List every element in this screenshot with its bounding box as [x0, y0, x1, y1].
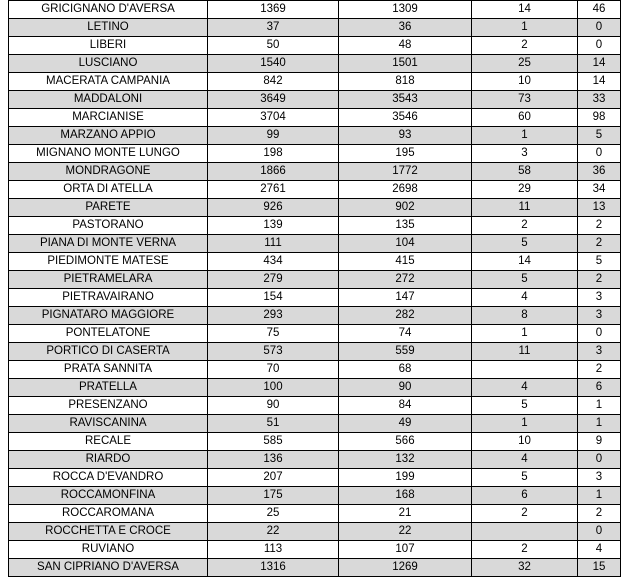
value-col-4-cell: 2 [578, 271, 621, 289]
value-col-3-cell: 2 [472, 541, 578, 559]
table-row [9, 253, 621, 271]
table-body [9, 1, 621, 577]
value-col-3-cell: 14 [472, 253, 578, 271]
table-row [9, 505, 621, 523]
value-col-4-cell: 2 [578, 217, 621, 235]
table-row [9, 379, 621, 397]
value-col-1-cell: 1316 [208, 559, 339, 577]
table-row [9, 523, 621, 541]
value-col-2-cell: 272 [339, 271, 472, 289]
table-row [9, 307, 621, 325]
value-col-4-cell: 0 [578, 451, 621, 469]
value-col-4-cell: 0 [578, 37, 621, 55]
value-col-4-cell: 36 [578, 163, 621, 181]
value-col-3-cell: 1 [472, 325, 578, 343]
value-col-2-cell: 566 [339, 433, 472, 451]
value-col-4-cell: 0 [578, 145, 621, 163]
value-col-3-cell: 73 [472, 91, 578, 109]
value-col-4-cell: 33 [578, 91, 621, 109]
value-col-2-cell: 147 [339, 289, 472, 307]
municipality-name-cell: ORTA DI ATELLA [9, 181, 208, 199]
table-row [9, 73, 621, 91]
municipality-name-cell: MONDRAGONE [9, 163, 208, 181]
value-col-4-cell: 1 [578, 397, 621, 415]
value-col-4-cell: 0 [578, 325, 621, 343]
value-col-4-cell: 0 [578, 523, 621, 541]
value-col-2-cell: 1269 [339, 559, 472, 577]
value-col-1-cell: 585 [208, 433, 339, 451]
value-col-4-cell: 15 [578, 559, 621, 577]
value-col-3-cell: 11 [472, 343, 578, 361]
municipality-name-cell: PIETRAMELARA [9, 271, 208, 289]
value-col-4-cell: 3 [578, 343, 621, 361]
municipality-name-cell: GRICIGNANO D'AVERSA [9, 1, 208, 19]
value-col-1-cell: 75 [208, 325, 339, 343]
value-col-3-cell: 11 [472, 199, 578, 217]
value-col-2-cell: 199 [339, 469, 472, 487]
value-col-4-cell: 3 [578, 469, 621, 487]
value-col-4-cell: 13 [578, 199, 621, 217]
value-col-3-cell: 2 [472, 217, 578, 235]
table-row [9, 235, 621, 253]
municipality-name-cell: MACERATA CAMPANIA [9, 73, 208, 91]
table-row [9, 361, 621, 379]
value-col-1-cell: 100 [208, 379, 339, 397]
value-col-1-cell: 1866 [208, 163, 339, 181]
value-col-2-cell: 84 [339, 397, 472, 415]
value-col-3-cell: 5 [472, 271, 578, 289]
table-row [9, 19, 621, 37]
municipality-name-cell: ROCCA D'EVANDRO [9, 469, 208, 487]
value-col-3-cell: 10 [472, 433, 578, 451]
municipality-name-cell: LETINO [9, 19, 208, 37]
municipality-name-cell: MIGNANO MONTE LUNGO [9, 145, 208, 163]
value-col-4-cell: 98 [578, 109, 621, 127]
value-col-4-cell: 1 [578, 415, 621, 433]
value-col-1-cell: 139 [208, 217, 339, 235]
value-col-2-cell: 168 [339, 487, 472, 505]
municipality-name-cell: PASTORANO [9, 217, 208, 235]
value-col-1-cell: 113 [208, 541, 339, 559]
value-col-1-cell: 22 [208, 523, 339, 541]
value-col-3-cell: 1 [472, 19, 578, 37]
value-col-4-cell: 2 [578, 235, 621, 253]
municipality-name-cell: MARZANO APPIO [9, 127, 208, 145]
value-col-3-cell: 60 [472, 109, 578, 127]
value-col-2-cell: 415 [339, 253, 472, 271]
value-col-2-cell: 1309 [339, 1, 472, 19]
table-row [9, 109, 621, 127]
value-col-3-cell: 2 [472, 37, 578, 55]
table-row [9, 145, 621, 163]
table-row [9, 181, 621, 199]
value-col-1-cell: 70 [208, 361, 339, 379]
value-col-3-cell: 1 [472, 415, 578, 433]
value-col-4-cell: 14 [578, 73, 621, 91]
table-row [9, 487, 621, 505]
municipality-name-cell: PONTELATONE [9, 325, 208, 343]
value-col-4-cell: 34 [578, 181, 621, 199]
table-row [9, 1, 621, 19]
value-col-4-cell: 0 [578, 19, 621, 37]
value-col-3-cell: 5 [472, 397, 578, 415]
value-col-1-cell: 154 [208, 289, 339, 307]
value-col-1-cell: 279 [208, 271, 339, 289]
value-col-3-cell: 10 [472, 73, 578, 91]
value-col-2-cell: 132 [339, 451, 472, 469]
value-col-2-cell: 559 [339, 343, 472, 361]
value-col-2-cell: 93 [339, 127, 472, 145]
value-col-2-cell: 107 [339, 541, 472, 559]
value-col-2-cell: 90 [339, 379, 472, 397]
value-col-3-cell: 4 [472, 451, 578, 469]
value-col-3-cell: 14 [472, 1, 578, 19]
municipality-table [8, 0, 621, 577]
value-col-3-cell: 3 [472, 145, 578, 163]
municipality-name-cell: ROCCAMONFINA [9, 487, 208, 505]
value-col-2-cell: 48 [339, 37, 472, 55]
value-col-1-cell: 1540 [208, 55, 339, 73]
value-col-2-cell: 104 [339, 235, 472, 253]
value-col-4-cell: 2 [578, 505, 621, 523]
value-col-1-cell: 434 [208, 253, 339, 271]
value-col-1-cell: 207 [208, 469, 339, 487]
value-col-1-cell: 99 [208, 127, 339, 145]
value-col-4-cell: 4 [578, 541, 621, 559]
value-col-4-cell: 9 [578, 433, 621, 451]
municipality-name-cell: PIETRAVAIRANO [9, 289, 208, 307]
municipality-name-cell: RUVIANO [9, 541, 208, 559]
table-row [9, 163, 621, 181]
table-row [9, 559, 621, 577]
value-col-2-cell: 2698 [339, 181, 472, 199]
value-col-4-cell: 6 [578, 379, 621, 397]
value-col-3-cell: 4 [472, 289, 578, 307]
municipality-name-cell: PARETE [9, 199, 208, 217]
value-col-2-cell: 3543 [339, 91, 472, 109]
value-col-2-cell: 135 [339, 217, 472, 235]
table-row [9, 37, 621, 55]
value-col-4-cell: 3 [578, 289, 621, 307]
value-col-3-cell: 1 [472, 127, 578, 145]
value-col-2-cell: 36 [339, 19, 472, 37]
table-row [9, 541, 621, 559]
table-row [9, 289, 621, 307]
value-col-1-cell: 198 [208, 145, 339, 163]
table-row [9, 271, 621, 289]
value-col-1-cell: 111 [208, 235, 339, 253]
value-col-3-cell: 25 [472, 55, 578, 73]
value-col-2-cell: 49 [339, 415, 472, 433]
municipality-name-cell: LUSCIANO [9, 55, 208, 73]
value-col-2-cell: 21 [339, 505, 472, 523]
value-col-2-cell: 195 [339, 145, 472, 163]
table-row [9, 91, 621, 109]
table-row [9, 415, 621, 433]
municipality-name-cell: SAN CIPRIANO D'AVERSA [9, 559, 208, 577]
value-col-4-cell: 46 [578, 1, 621, 19]
municipality-name-cell: RIARDO [9, 451, 208, 469]
value-col-1-cell: 90 [208, 397, 339, 415]
value-col-4-cell: 5 [578, 253, 621, 271]
municipality-name-cell: PRATA SANNITA [9, 361, 208, 379]
value-col-1-cell: 25 [208, 505, 339, 523]
value-col-2-cell: 282 [339, 307, 472, 325]
table-row [9, 433, 621, 451]
table-row [9, 217, 621, 235]
value-col-3-cell: 5 [472, 469, 578, 487]
municipality-name-cell: PORTICO DI CASERTA [9, 343, 208, 361]
value-col-1-cell: 3649 [208, 91, 339, 109]
value-col-2-cell: 902 [339, 199, 472, 217]
table-row [9, 127, 621, 145]
municipality-name-cell: PIANA DI MONTE VERNA [9, 235, 208, 253]
value-col-2-cell: 22 [339, 523, 472, 541]
value-col-3-cell [472, 361, 578, 379]
value-col-2-cell: 1501 [339, 55, 472, 73]
value-col-3-cell: 4 [472, 379, 578, 397]
value-col-3-cell: 8 [472, 307, 578, 325]
municipality-name-cell: PIGNATARO MAGGIORE [9, 307, 208, 325]
value-col-3-cell: 29 [472, 181, 578, 199]
value-col-2-cell: 818 [339, 73, 472, 91]
value-col-1-cell: 37 [208, 19, 339, 37]
value-col-1-cell: 293 [208, 307, 339, 325]
municipality-name-cell: MADDALONI [9, 91, 208, 109]
value-col-2-cell: 1772 [339, 163, 472, 181]
value-col-4-cell: 14 [578, 55, 621, 73]
value-col-3-cell: 58 [472, 163, 578, 181]
value-col-4-cell: 5 [578, 127, 621, 145]
table-row [9, 343, 621, 361]
value-col-4-cell: 2 [578, 361, 621, 379]
table-row [9, 469, 621, 487]
value-col-3-cell: 6 [472, 487, 578, 505]
value-col-4-cell: 1 [578, 487, 621, 505]
municipality-name-cell: PRESENZANO [9, 397, 208, 415]
value-col-3-cell: 2 [472, 505, 578, 523]
value-col-4-cell: 3 [578, 307, 621, 325]
table-row [9, 451, 621, 469]
value-col-1-cell: 573 [208, 343, 339, 361]
value-col-2-cell: 68 [339, 361, 472, 379]
municipality-name-cell: PRATELLA [9, 379, 208, 397]
value-col-1-cell: 175 [208, 487, 339, 505]
table-row [9, 325, 621, 343]
municipality-name-cell: PIEDIMONTE MATESE [9, 253, 208, 271]
municipality-name-cell: MARCIANISE [9, 109, 208, 127]
table-row [9, 55, 621, 73]
value-col-2-cell: 74 [339, 325, 472, 343]
municipality-name-cell: ROCCAROMANA [9, 505, 208, 523]
value-col-3-cell: 5 [472, 235, 578, 253]
value-col-1-cell: 2761 [208, 181, 339, 199]
value-col-3-cell: 32 [472, 559, 578, 577]
value-col-1-cell: 3704 [208, 109, 339, 127]
value-col-2-cell: 3546 [339, 109, 472, 127]
value-col-1-cell: 51 [208, 415, 339, 433]
table-row [9, 199, 621, 217]
value-col-1-cell: 842 [208, 73, 339, 91]
value-col-3-cell [472, 523, 578, 541]
value-col-1-cell: 926 [208, 199, 339, 217]
municipality-name-cell: LIBERI [9, 37, 208, 55]
municipality-name-cell: ROCCHETTA E CROCE [9, 523, 208, 541]
value-col-1-cell: 136 [208, 451, 339, 469]
value-col-1-cell: 1369 [208, 1, 339, 19]
municipality-name-cell: RAVISCANINA [9, 415, 208, 433]
table-row [9, 397, 621, 415]
municipality-name-cell: RECALE [9, 433, 208, 451]
value-col-1-cell: 50 [208, 37, 339, 55]
